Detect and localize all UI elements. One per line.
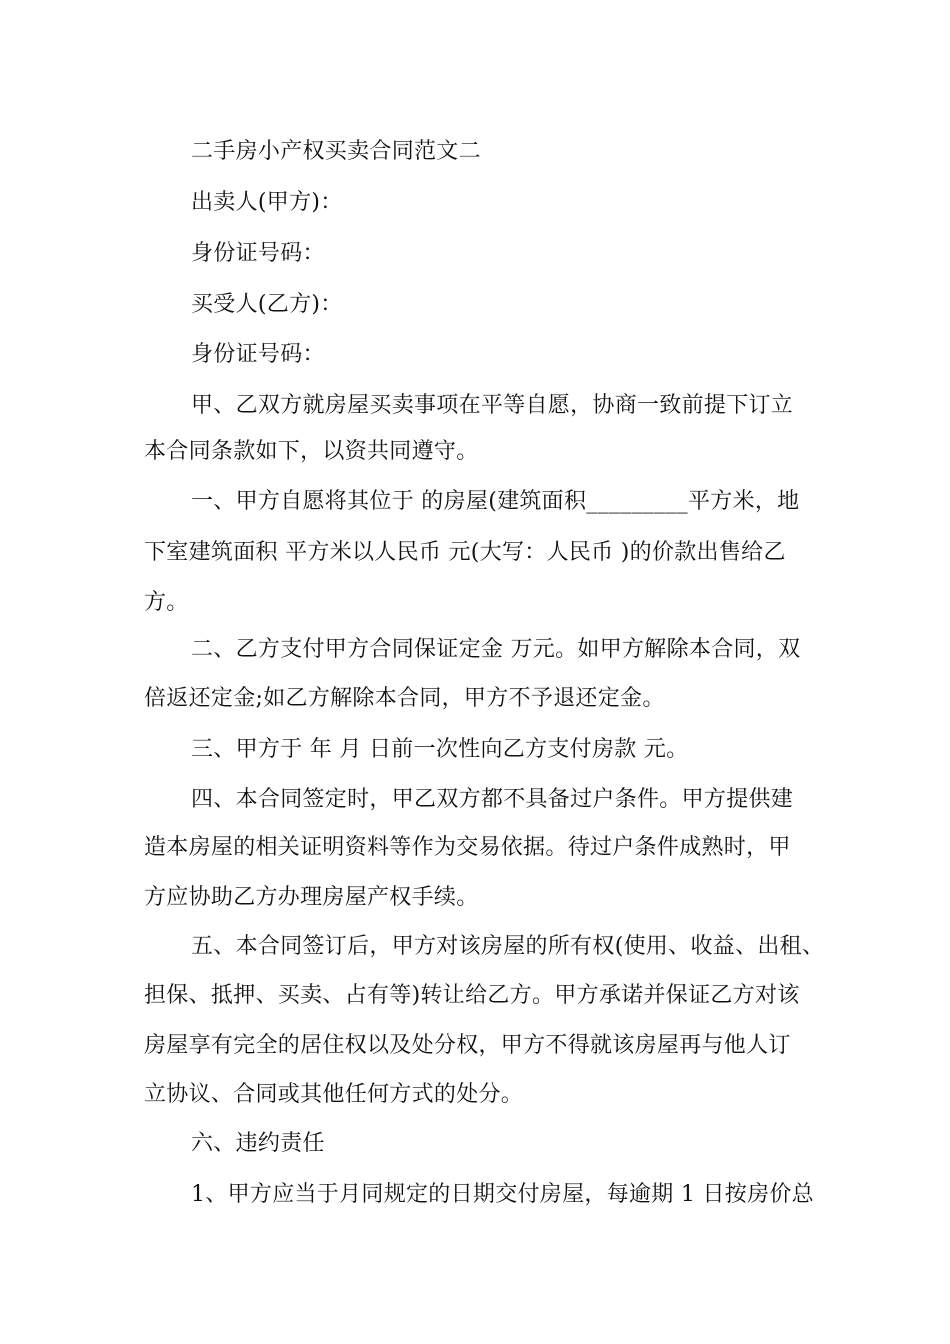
clause1-line: 一、甲方自愿将其位于 的房屋(建筑面积_________平方米，地 — [191, 489, 800, 514]
clause5-line: 房屋享有完全的居住权以及处分权，甲方不得就该房屋再与他人订 — [144, 1033, 791, 1058]
buyer-field: 买受人(乙方)： — [191, 292, 343, 317]
intro-line: 本合同条款如下，以资共同遵守。 — [144, 439, 479, 464]
clause4-line: 方应协助乙方办理房屋产权手续。 — [144, 885, 479, 910]
clause2-line: 二、乙方支付甲方合同保证定金 万元。如甲方解除本合同，双 — [191, 637, 801, 662]
clause6-item-line: 1、甲方应当于月同规定的日期交付房屋，每逾期 1 日按房价总 — [191, 1182, 814, 1207]
clause2-line: 倍返还定金;如乙方解除本合同，甲方不予退还定金。 — [144, 686, 665, 711]
clause3-line: 三、甲方于 年 月 日前一次性向乙方支付房款 元。 — [191, 737, 689, 762]
intro-line: 甲、乙双方就房屋买卖事项在平等自愿，协商一致前提下订立 — [191, 393, 794, 418]
clause6-heading: 六、违约责任 — [191, 1131, 325, 1156]
clause1-line: 方。 — [144, 590, 189, 615]
clause5-line: 担保、抵押、买卖、占有等)转让给乙方。甲方承诺并保证乙方对该 — [144, 983, 800, 1008]
clause5-line: 五、本合同签订后，甲方对该房屋的所有权(使用、收益、出租、 — [191, 934, 825, 959]
clause5-line: 立协议、合同或其他任何方式的处分。 — [144, 1082, 524, 1107]
seller-field: 出卖人(甲方)： — [191, 190, 343, 215]
seller-id-field: 身份证号码： — [191, 241, 325, 266]
clause4-line: 四、本合同签定时，甲乙双方都不具备过户条件。甲方提供建 — [191, 787, 794, 812]
buyer-id-field: 身份证号码： — [191, 342, 325, 367]
clause1-line: 下室建筑面积 平方米以人民币 元(大写：人民币 )的价款出售给乙 — [144, 540, 786, 565]
clause4-line: 造本房屋的相关证明资料等作为交易依据。待过户条件成熟时，甲 — [144, 835, 791, 860]
document-title: 二手房小产权买卖合同范文二 — [191, 139, 481, 164]
